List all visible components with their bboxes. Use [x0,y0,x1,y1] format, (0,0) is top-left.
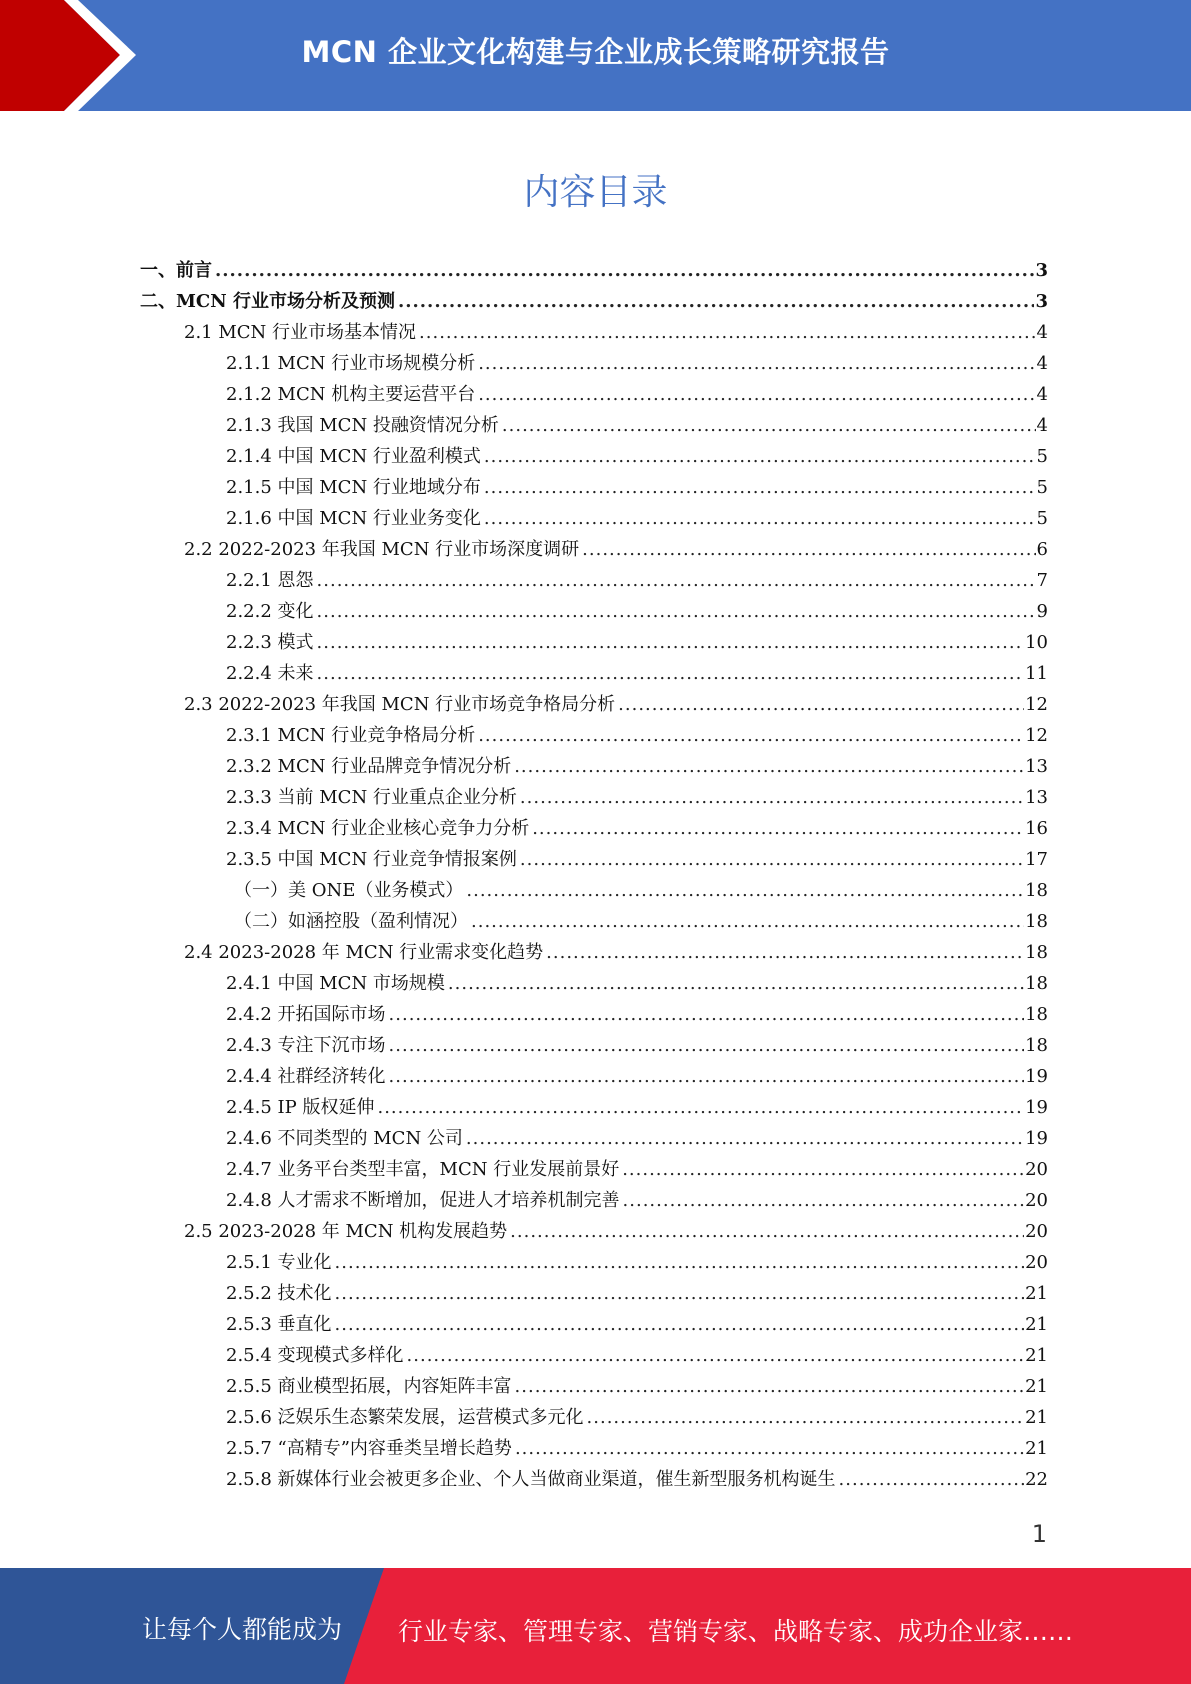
toc-entry[interactable] [140,1123,1048,1154]
toc-entry-title: 2.5.3 垂直化 [226,1314,332,1335]
toc-entry[interactable] [140,906,1048,937]
page-footer [0,1568,1191,1684]
toc-entry[interactable] [140,968,1048,999]
toc-entry[interactable] [140,472,1048,503]
toc-entry-page: 13 [1025,787,1048,808]
toc-dot-leader [466,1123,1024,1154]
toc-entry[interactable] [140,441,1048,472]
table-of-contents [140,255,1048,1495]
toc-dot-leader [335,1278,1025,1309]
toc-entry-page: 18 [1025,880,1048,901]
toc-dot-leader [623,1185,1025,1216]
toc-dot-leader [389,999,1025,1030]
toc-entry-title: 2.5.8 新媒体行业会被更多企业、个人当做商业渠道，催生新型服务机构诞生 [226,1469,836,1490]
footer-slogan-left: 让每个人都能成为 [142,1615,343,1644]
toc-entry-page: 20 [1025,1221,1048,1242]
toc-dot-leader [317,627,1025,658]
toc-entry-title: 二、MCN 行业市场分析及预测 [140,291,395,312]
toc-entry-title: 2.1.2 MCN 机构主要运营平台 [226,384,476,405]
toc-entry-page: 19 [1025,1097,1048,1118]
toc-entry-page: 7 [1036,570,1048,591]
toc-dot-leader [515,1371,1025,1402]
toc-dot-leader [618,689,1024,720]
toc-entry-title: 2.1.3 我国 MCN 投融资情况分析 [226,415,499,436]
toc-dot-leader [510,1216,1024,1247]
toc-dot-leader [407,1340,1025,1371]
toc-dot-leader [377,1092,1024,1123]
toc-entry-page: 5 [1036,508,1048,529]
toc-entry[interactable] [140,782,1048,813]
toc-entry-title: 2.1.4 中国 MCN 行业盈利模式 [226,446,481,467]
toc-entry[interactable] [140,534,1048,565]
toc-entry-title: 2.5.5 商业模型拓展，内容矩阵丰富 [226,1376,512,1397]
toc-entry-title: 2.3.4 MCN 行业企业核心竞争力分析 [226,818,530,839]
toc-dot-leader [317,596,1036,627]
toc-entry-title: 2.2.2 变化 [226,601,314,622]
toc-entry-page: 4 [1036,353,1048,374]
toc-entry-page: 3 [1035,291,1048,312]
toc-dot-leader [520,844,1024,875]
toc-entry-title: 2.2.3 模式 [226,632,314,653]
toc-entry[interactable] [140,503,1048,534]
toc-dot-leader [478,348,1035,379]
toc-dot-leader [520,782,1024,813]
toc-entry[interactable] [140,1030,1048,1061]
toc-entry-page: 21 [1025,1283,1048,1304]
toc-entry[interactable] [140,1216,1048,1247]
toc-entry[interactable] [140,999,1048,1030]
toc-entry-page: 5 [1036,446,1048,467]
toc-entry-title: 2.5.2 技术化 [226,1283,332,1304]
toc-entry[interactable] [140,1247,1048,1278]
toc-entry-title: 2.3.5 中国 MCN 行业竞争情报案例 [226,849,517,870]
toc-entry-title: 2.4.5 IP 版权延伸 [226,1097,375,1118]
toc-entry[interactable] [140,937,1048,968]
toc-entry[interactable] [140,1154,1048,1185]
toc-entry[interactable] [140,627,1048,658]
toc-entry-title: 2.5.1 专业化 [226,1252,332,1273]
toc-entry-page: 20 [1025,1159,1048,1180]
toc-dot-leader [582,534,1035,565]
toc-dot-leader [478,379,1035,410]
toc-entry-page: 11 [1025,663,1048,684]
toc-entry-title: 2.3 2022-2023 年我国 MCN 行业市场竞争格局分析 [184,694,616,715]
toc-dot-leader [317,658,1025,689]
toc-dot-leader [448,968,1024,999]
toc-entry-page: 18 [1025,973,1048,994]
toc-heading: 内容目录 [523,172,668,213]
toc-entry[interactable] [140,658,1048,689]
toc-entry-page: 22 [1025,1469,1048,1490]
toc-dot-leader [471,906,1024,937]
toc-dot-leader [484,441,1036,472]
toc-entry-title: 2.4.2 开拓国际市场 [226,1004,386,1025]
toc-entry[interactable] [140,1402,1048,1433]
toc-dot-leader [389,1061,1025,1092]
toc-entry-title: （一）美 ONE（业务模式） [234,880,464,901]
toc-entry-title: 2.4.4 社群经济转化 [226,1066,386,1087]
toc-entry[interactable] [140,379,1048,410]
toc-entry[interactable] [140,286,1048,317]
toc-entry-title: 2.5.6 泛娱乐生态繁荣发展，运营模式多元化 [226,1407,584,1428]
toc-dot-leader [484,503,1036,534]
toc-entry[interactable] [140,1092,1048,1123]
toc-entry-page: 18 [1025,1035,1048,1056]
toc-entry[interactable] [140,1433,1048,1464]
toc-entry[interactable] [140,689,1048,720]
toc-entry[interactable] [140,348,1048,379]
toc-entry-page: 18 [1025,911,1048,932]
toc-dot-leader [484,472,1036,503]
toc-entry-title: （二）如涵控股（盈利情况） [234,911,468,932]
toc-entry-page: 9 [1036,601,1048,622]
toc-entry-page: 12 [1025,725,1048,746]
toc-entry-page: 21 [1025,1376,1048,1397]
toc-dot-leader [466,875,1024,906]
toc-dot-leader [587,1402,1025,1433]
toc-entry-page: 20 [1025,1190,1048,1211]
toc-entry-page: 20 [1025,1252,1048,1273]
toc-entry-title: 一、前言 [140,260,212,281]
toc-entry-title: 2.2 2022-2023 年我国 MCN 行业市场深度调研 [184,539,580,560]
toc-entry[interactable] [140,1185,1048,1216]
toc-entry-title: 2.1.6 中国 MCN 行业业务变化 [226,508,481,529]
toc-entry-page: 4 [1036,322,1048,343]
toc-entry-page: 21 [1025,1345,1048,1366]
toc-entry-title: 2.3.2 MCN 行业品牌竞争情况分析 [226,756,512,777]
toc-dot-leader [419,317,1036,348]
toc-dot-leader [532,813,1024,844]
toc-entry[interactable] [140,596,1048,627]
toc-dot-leader [839,1464,1025,1495]
toc-dot-leader [215,255,1034,286]
toc-dot-leader [502,410,1036,441]
page-header [0,0,1191,111]
toc-entry-title: 2.3.1 MCN 行业竞争格局分析 [226,725,476,746]
toc-dot-leader [514,751,1024,782]
report-title: MCN 企业文化构建与企业成长策略研究报告 [301,35,890,69]
toc-entry-title: 2.2.4 未来 [226,663,314,684]
toc-dot-leader [389,1030,1025,1061]
toc-dot-leader [317,565,1036,596]
toc-entry[interactable] [140,751,1048,782]
toc-entry[interactable] [140,1061,1048,1092]
toc-entry-title: 2.4.3 专注下沉市场 [226,1035,386,1056]
toc-entry-title: 2.1 MCN 行业市场基本情况 [184,322,417,343]
toc-entry-title: 2.5.4 变现模式多样化 [226,1345,404,1366]
toc-entry-title: 2.4.6 不同类型的 MCN 公司 [226,1128,463,1149]
toc-dot-leader [335,1309,1025,1340]
toc-entry[interactable] [140,1464,1048,1495]
toc-entry[interactable] [140,1371,1048,1402]
toc-dot-leader [622,1154,1024,1185]
toc-entry-page: 4 [1036,384,1048,405]
toc-entry[interactable] [140,813,1048,844]
page-number: 1 [1031,1520,1047,1548]
toc-entry-title: 2.3.3 当前 MCN 行业重点企业分析 [226,787,517,808]
toc-entry-page: 21 [1025,1314,1048,1335]
toc-entry[interactable] [140,1340,1048,1371]
toc-dot-leader [515,1433,1024,1464]
toc-entry-page: 16 [1025,818,1048,839]
toc-entry-page: 19 [1025,1128,1048,1149]
footer-slogan-right: 行业专家、管理专家、营销专家、战略专家、成功企业家…… [398,1617,1074,1646]
toc-entry[interactable] [140,1309,1048,1340]
toc-entry-page: 4 [1036,415,1048,436]
toc-entry[interactable] [140,410,1048,441]
toc-entry-page: 13 [1025,756,1048,777]
toc-entry-page: 21 [1025,1407,1048,1428]
toc-entry-page: 3 [1035,260,1048,281]
toc-entry-title: 2.4.8 人才需求不断增加，促进人才培养机制完善 [226,1190,620,1211]
toc-entry-page: 21 [1025,1438,1048,1459]
toc-entry-page: 19 [1025,1066,1048,1087]
toc-entry-title: 2.2.1 恩怨 [226,570,314,591]
toc-entry-title: 2.5 2023-2028 年 MCN 机构发展趋势 [184,1221,508,1242]
toc-dot-leader [335,1247,1025,1278]
toc-entry-page: 5 [1036,477,1048,498]
toc-entry-title: 2.4.7 业务平台类型丰富，MCN 行业发展前景好 [226,1159,620,1180]
toc-dot-leader [546,937,1024,968]
toc-entry-title: 2.4.1 中国 MCN 市场规模 [226,973,445,994]
toc-entry-page: 6 [1036,539,1048,560]
toc-entry[interactable] [140,1278,1048,1309]
toc-entry-page: 10 [1025,632,1048,653]
toc-entry-title: 2.4 2023-2028 年 MCN 行业需求变化趋势 [184,942,544,963]
toc-entry[interactable] [140,875,1048,906]
toc-entry-page: 18 [1025,942,1048,963]
toc-entry-title: 2.1.5 中国 MCN 行业地域分布 [226,477,481,498]
toc-entry-title: 2.1.1 MCN 行业市场规模分析 [226,353,476,374]
toc-dot-leader [398,286,1034,317]
toc-entry-title: 2.5.7 “高精专”内容垂类呈增长趋势 [226,1438,512,1459]
toc-entry[interactable] [140,565,1048,596]
toc-entry-page: 18 [1025,1004,1048,1025]
toc-entry[interactable] [140,255,1048,286]
toc-entry[interactable] [140,720,1048,751]
toc-entry[interactable] [140,317,1048,348]
toc-entry-page: 12 [1025,694,1048,715]
toc-entry-page: 17 [1025,849,1048,870]
toc-dot-leader [478,720,1024,751]
toc-entry[interactable] [140,844,1048,875]
